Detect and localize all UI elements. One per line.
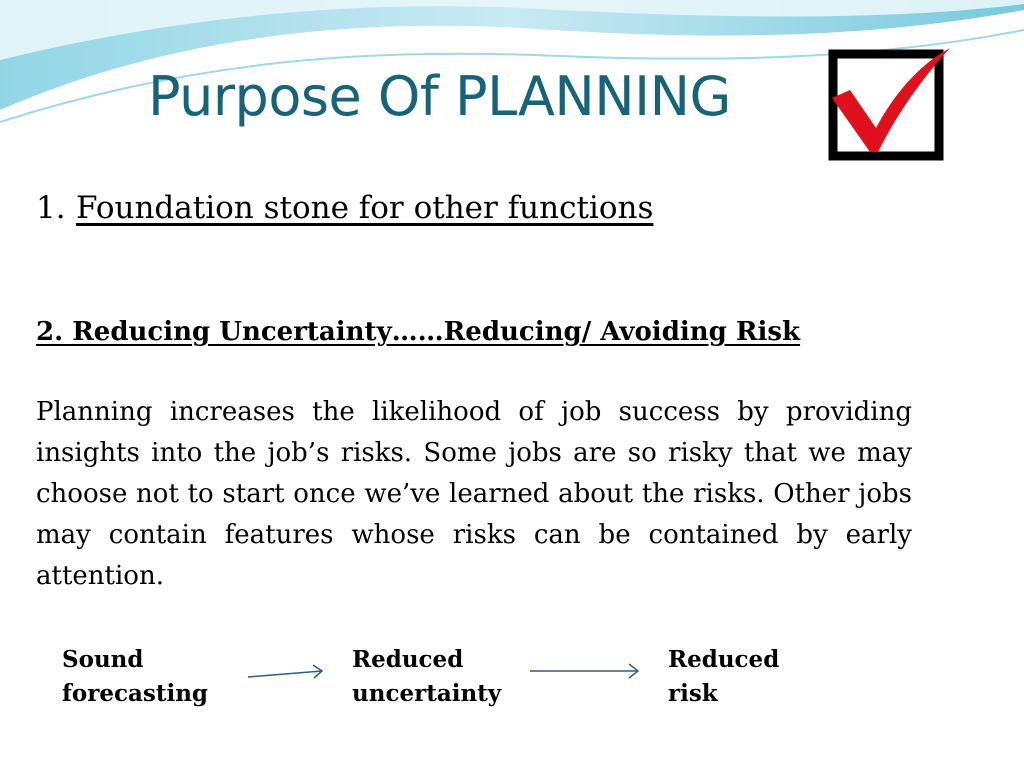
flow-step-1-line-2: forecasting [62,680,209,707]
flow-step-reduced-risk [668,643,868,711]
point-1-number: 1. [36,190,66,226]
flow-step-1-line-1: Sound [62,646,144,673]
page-title: Purpose Of PLANNING [148,65,731,128]
flow-step-3-line-2: risk [668,680,718,707]
flow-step-2-line-2: uncertainty [352,680,502,707]
point-1-text: Foundation stone for other functions [76,190,654,226]
risk-paragraph: Planning increases the likelihood of job success by providing insights into the job’s risks. Some jobs are so risky that we may choose not to start once we’ve learned about the risks. Other jobs may contain features whose risks can be contained by early attention. [36,397,912,591]
flow-step-sound-forecasting [62,643,262,711]
point-1 [36,186,653,230]
flow-step-2-line-1: Reduced [352,646,464,673]
checked-box-icon [824,46,956,164]
flow-step-reduced-uncertainty [352,643,552,711]
point-2-heading: 2. Reducing Uncertainty……Reducing/ Avoiding Risk [36,317,801,347]
flow-step-3-line-1: Reduced [668,646,780,673]
